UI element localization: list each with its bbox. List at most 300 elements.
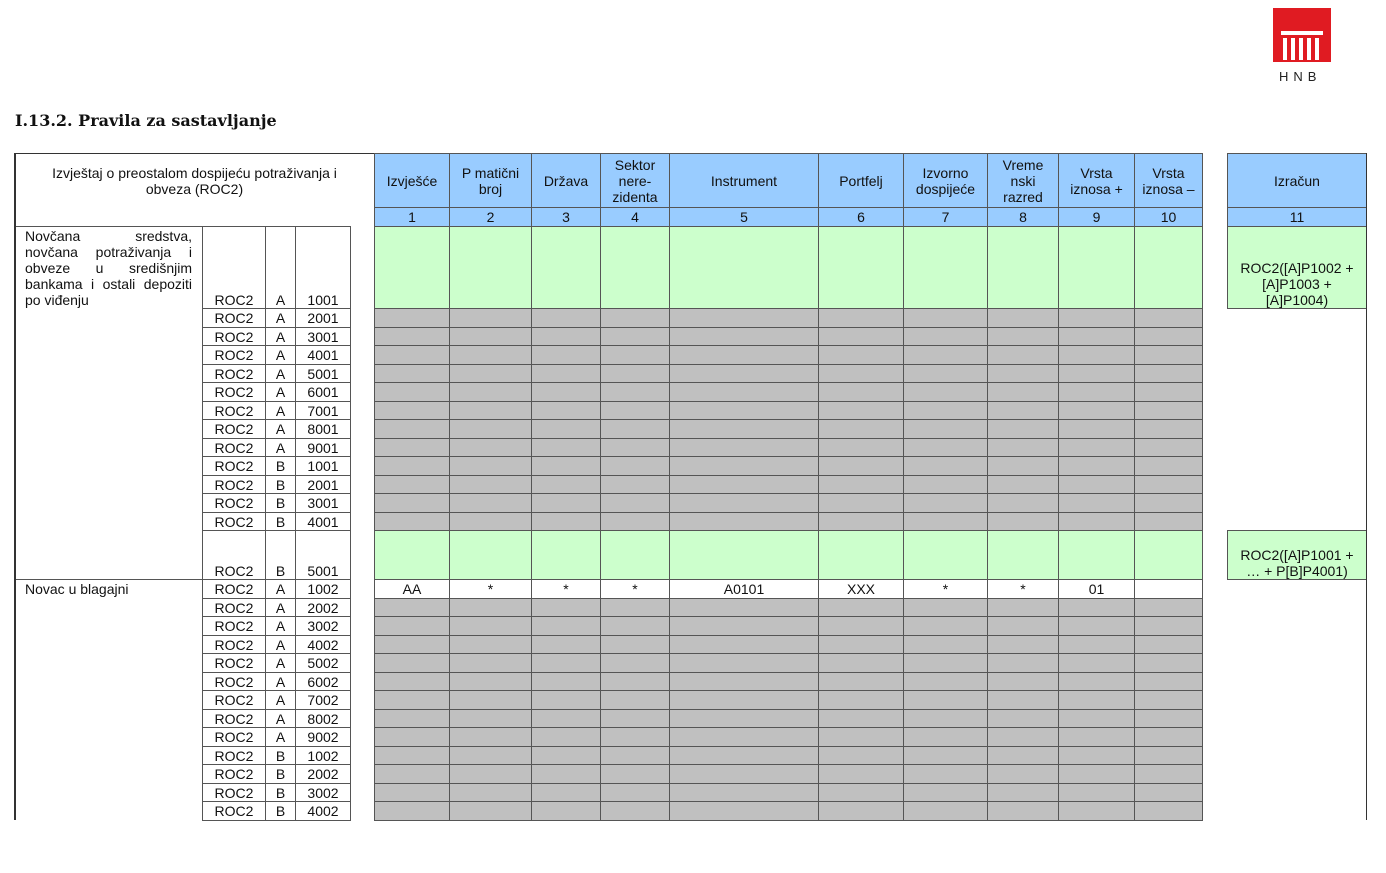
data-cell [374, 746, 450, 765]
data-cell [449, 401, 532, 420]
data-cell [903, 401, 988, 420]
data-cell [374, 345, 450, 365]
data-cell [531, 364, 601, 383]
data-cell [987, 598, 1059, 617]
data-cell [669, 801, 819, 821]
data-cell [669, 438, 819, 457]
data-cell [449, 783, 532, 802]
row-letter: A [265, 635, 296, 654]
data-cell [531, 635, 601, 654]
data-cell [669, 709, 819, 728]
data-cell [600, 308, 670, 328]
column-number-calc: 11 [1227, 207, 1367, 227]
data-cell: XXX [818, 579, 904, 599]
data-cell [374, 226, 450, 309]
row-code: ROC2 [202, 226, 266, 309]
calc-formula: ROC2([A]P1001 + … + P[B]P4001) [1227, 530, 1367, 580]
row-number: 4001 [295, 512, 351, 531]
data-cell [903, 327, 988, 346]
data-cell [1058, 512, 1135, 531]
data-cell [903, 598, 988, 617]
row-number: 5001 [295, 364, 351, 383]
data-cell [1058, 364, 1135, 383]
data-cell [1134, 512, 1203, 531]
data-cell [531, 327, 601, 346]
data-cell [531, 801, 601, 821]
row-code: ROC2 [202, 345, 266, 365]
column-number: 5 [669, 207, 819, 227]
data-cell [449, 456, 532, 476]
row-letter: A [265, 598, 296, 617]
data-cell [818, 598, 904, 617]
data-cell [903, 672, 988, 691]
data-cell [449, 598, 532, 617]
data-cell [669, 382, 819, 402]
row-code: ROC2 [202, 512, 266, 531]
data-cell [531, 530, 601, 580]
data-cell [531, 690, 601, 710]
data-cell [669, 727, 819, 747]
data-cell [1134, 226, 1203, 309]
row-letter: A [265, 616, 296, 636]
data-cell: * [531, 579, 601, 599]
data-cell [374, 653, 450, 673]
data-cell [1058, 616, 1135, 636]
data-cell [987, 530, 1059, 580]
column-number: 9 [1058, 207, 1135, 227]
data-cell [600, 364, 670, 383]
data-cell [987, 635, 1059, 654]
row-letter: B [265, 512, 296, 531]
row-number: 7001 [295, 401, 351, 420]
column-header: Instrument [669, 153, 819, 208]
column-header: Izvješće [374, 153, 450, 208]
data-cell [531, 653, 601, 673]
data-cell [903, 653, 988, 673]
column-number: 8 [987, 207, 1059, 227]
data-cell [987, 419, 1059, 439]
data-cell [600, 801, 670, 821]
data-cell [987, 746, 1059, 765]
table-border [14, 153, 374, 154]
data-cell [374, 493, 450, 513]
data-cell [449, 690, 532, 710]
data-cell [818, 493, 904, 513]
data-cell [449, 635, 532, 654]
data-cell [449, 530, 532, 580]
data-cell [987, 401, 1059, 420]
data-cell [1058, 783, 1135, 802]
data-cell [1134, 672, 1203, 691]
data-cell [374, 616, 450, 636]
data-cell [449, 364, 532, 383]
row-letter: A [265, 401, 296, 420]
row-letter: A [265, 382, 296, 402]
data-cell [600, 635, 670, 654]
data-cell [669, 226, 819, 309]
data-cell [669, 419, 819, 439]
row-letter: B [265, 783, 296, 802]
data-cell [1058, 801, 1135, 821]
row-letter: A [265, 579, 296, 599]
data-cell [903, 801, 988, 821]
data-cell [531, 438, 601, 457]
row-number: 1001 [295, 226, 351, 309]
hnb-logo [1273, 8, 1331, 62]
row-letter: B [265, 475, 296, 494]
data-cell [600, 475, 670, 494]
data-cell [1058, 475, 1135, 494]
data-cell [818, 456, 904, 476]
data-cell [531, 512, 601, 531]
data-cell [903, 616, 988, 636]
data-cell [903, 438, 988, 457]
row-code: ROC2 [202, 382, 266, 402]
data-cell [1134, 653, 1203, 673]
column-header-calc: Izračun [1227, 153, 1367, 208]
data-cell [987, 475, 1059, 494]
data-cell [1058, 438, 1135, 457]
column-header: Vreme nski razred [987, 153, 1059, 208]
data-cell [1058, 672, 1135, 691]
row-number: 5002 [295, 653, 351, 673]
row-number: 5001 [295, 530, 351, 580]
row-letter: B [265, 764, 296, 784]
data-cell [669, 672, 819, 691]
data-cell [1134, 345, 1203, 365]
row-code: ROC2 [202, 672, 266, 691]
row-code: ROC2 [202, 364, 266, 383]
data-cell [600, 401, 670, 420]
data-cell [818, 345, 904, 365]
data-cell [374, 764, 450, 784]
data-cell [1134, 456, 1203, 476]
column-number: 3 [531, 207, 601, 227]
data-cell [987, 653, 1059, 673]
data-cell [1134, 690, 1203, 710]
data-cell [1134, 530, 1203, 580]
data-cell [669, 456, 819, 476]
row-letter: A [265, 345, 296, 365]
data-cell [449, 653, 532, 673]
data-cell: 01 [1058, 579, 1135, 599]
data-cell [449, 512, 532, 531]
data-cell [1058, 382, 1135, 402]
data-cell [669, 616, 819, 636]
row-number: 8001 [295, 419, 351, 439]
row-number: 6002 [295, 672, 351, 691]
data-cell [1058, 308, 1135, 328]
data-cell [374, 401, 450, 420]
data-cell [669, 783, 819, 802]
data-cell [818, 690, 904, 710]
column-number: 10 [1134, 207, 1203, 227]
data-cell [531, 401, 601, 420]
row-code: ROC2 [202, 327, 266, 346]
data-cell [600, 764, 670, 784]
data-cell [1058, 419, 1135, 439]
data-cell [669, 493, 819, 513]
data-cell [1058, 530, 1135, 580]
row-number: 2001 [295, 308, 351, 328]
row-code: ROC2 [202, 635, 266, 654]
data-cell [1058, 635, 1135, 654]
data-cell [987, 493, 1059, 513]
data-cell [818, 401, 904, 420]
data-cell [531, 475, 601, 494]
data-cell [600, 598, 670, 617]
data-cell [903, 746, 988, 765]
data-cell [531, 598, 601, 617]
column-header: P matični broj [449, 153, 532, 208]
data-cell [818, 709, 904, 728]
data-cell [818, 653, 904, 673]
data-cell [903, 727, 988, 747]
column-number: 2 [449, 207, 532, 227]
data-cell [1134, 801, 1203, 821]
data-cell [987, 727, 1059, 747]
data-cell [374, 727, 450, 747]
data-cell [903, 512, 988, 531]
row-code: ROC2 [202, 438, 266, 457]
data-cell [669, 327, 819, 346]
column-header: Portfelj [818, 153, 904, 208]
data-cell [531, 493, 601, 513]
data-cell [374, 783, 450, 802]
data-cell [669, 690, 819, 710]
row-group-description: Novac u blagajni [14, 579, 202, 820]
data-cell [903, 475, 988, 494]
data-cell [818, 382, 904, 402]
data-cell [987, 690, 1059, 710]
data-cell [818, 783, 904, 802]
row-letter: A [265, 327, 296, 346]
row-letter: A [265, 653, 296, 673]
row-letter: B [265, 493, 296, 513]
data-cell [669, 401, 819, 420]
row-letter: A [265, 438, 296, 457]
data-cell [374, 308, 450, 328]
data-cell [987, 783, 1059, 802]
data-cell [1058, 690, 1135, 710]
row-letter: B [265, 801, 296, 821]
data-cell [903, 690, 988, 710]
row-letter: B [265, 746, 296, 765]
data-cell [818, 672, 904, 691]
data-cell [600, 690, 670, 710]
data-cell [987, 364, 1059, 383]
data-cell [449, 493, 532, 513]
data-cell [600, 653, 670, 673]
data-cell [818, 438, 904, 457]
data-cell [818, 801, 904, 821]
data-cell [987, 616, 1059, 636]
data-cell [449, 616, 532, 636]
data-cell [1134, 746, 1203, 765]
data-cell [1134, 709, 1203, 728]
data-cell [449, 764, 532, 784]
data-cell [600, 530, 670, 580]
data-cell [1058, 598, 1135, 617]
data-cell [1058, 456, 1135, 476]
row-number: 3001 [295, 493, 351, 513]
data-cell: * [987, 579, 1059, 599]
row-code: ROC2 [202, 308, 266, 328]
row-letter: A [265, 308, 296, 328]
data-cell [600, 456, 670, 476]
row-letter: B [265, 530, 296, 580]
data-cell [449, 382, 532, 402]
data-cell [669, 308, 819, 328]
section-title: I.13.2. Pravila za sastavljanje [15, 111, 277, 130]
data-cell [600, 438, 670, 457]
data-cell [1134, 493, 1203, 513]
data-cell [600, 226, 670, 309]
data-cell [1058, 653, 1135, 673]
data-cell [600, 327, 670, 346]
data-cell [1058, 226, 1135, 309]
data-cell [903, 345, 988, 365]
data-cell [987, 764, 1059, 784]
data-cell [1134, 579, 1203, 599]
data-cell [903, 419, 988, 439]
row-code: ROC2 [202, 764, 266, 784]
data-cell [449, 308, 532, 328]
data-cell [449, 327, 532, 346]
row-code: ROC2 [202, 727, 266, 747]
column-number: 4 [600, 207, 670, 227]
column-number: 6 [818, 207, 904, 227]
row-letter: A [265, 727, 296, 747]
data-cell [669, 512, 819, 531]
data-cell [449, 727, 532, 747]
row-number: 4002 [295, 801, 351, 821]
data-cell [600, 382, 670, 402]
data-cell [987, 327, 1059, 346]
data-cell [531, 746, 601, 765]
data-cell [669, 530, 819, 580]
data-cell [987, 438, 1059, 457]
row-code: ROC2 [202, 579, 266, 599]
data-cell [600, 672, 670, 691]
data-cell [449, 475, 532, 494]
data-cell [669, 635, 819, 654]
row-number: 1002 [295, 746, 351, 765]
data-cell [818, 635, 904, 654]
data-cell [1134, 616, 1203, 636]
column-header: Vrsta iznosa – [1134, 153, 1203, 208]
data-cell [903, 364, 988, 383]
data-cell [1134, 598, 1203, 617]
data-cell [600, 783, 670, 802]
data-cell [531, 456, 601, 476]
row-number: 8002 [295, 709, 351, 728]
data-cell [818, 226, 904, 309]
row-letter: B [265, 456, 296, 476]
row-number: 1001 [295, 456, 351, 476]
row-code: ROC2 [202, 783, 266, 802]
data-cell [903, 308, 988, 328]
data-cell [818, 475, 904, 494]
data-cell [1058, 401, 1135, 420]
row-number: 3001 [295, 327, 351, 346]
data-cell [531, 616, 601, 636]
data-cell [449, 438, 532, 457]
column-header: Izvorno dospijeće [903, 153, 988, 208]
data-cell [669, 475, 819, 494]
data-cell [374, 364, 450, 383]
data-cell [449, 226, 532, 309]
data-cell [1134, 764, 1203, 784]
data-cell [374, 456, 450, 476]
data-cell [903, 382, 988, 402]
row-letter: A [265, 672, 296, 691]
data-cell [531, 345, 601, 365]
data-cell [903, 226, 988, 309]
data-cell [818, 327, 904, 346]
data-cell [669, 746, 819, 765]
data-cell [531, 308, 601, 328]
data-cell [903, 635, 988, 654]
row-number: 1002 [295, 579, 351, 599]
data-cell [903, 709, 988, 728]
data-cell: * [600, 579, 670, 599]
row-code: ROC2 [202, 690, 266, 710]
data-cell [374, 382, 450, 402]
data-cell [1134, 364, 1203, 383]
data-cell [449, 345, 532, 365]
row-code: ROC2 [202, 530, 266, 580]
data-cell [374, 327, 450, 346]
data-cell [1058, 327, 1135, 346]
row-code: ROC2 [202, 419, 266, 439]
data-cell [374, 598, 450, 617]
data-cell: AA [374, 579, 450, 599]
data-cell [600, 512, 670, 531]
data-cell [449, 801, 532, 821]
data-cell [600, 727, 670, 747]
row-code: ROC2 [202, 598, 266, 617]
column-number: 7 [903, 207, 988, 227]
data-cell [374, 419, 450, 439]
data-cell [818, 308, 904, 328]
data-cell [1058, 764, 1135, 784]
data-cell [374, 438, 450, 457]
data-cell [449, 709, 532, 728]
data-cell [374, 475, 450, 494]
row-code: ROC2 [202, 475, 266, 494]
data-cell [903, 783, 988, 802]
data-cell [903, 493, 988, 513]
row-number: 7002 [295, 690, 351, 710]
data-cell [1134, 438, 1203, 457]
row-code: ROC2 [202, 746, 266, 765]
data-cell [600, 345, 670, 365]
row-letter: A [265, 419, 296, 439]
data-cell [987, 308, 1059, 328]
data-cell [818, 616, 904, 636]
data-cell [374, 530, 450, 580]
row-number: 2002 [295, 598, 351, 617]
data-cell [818, 746, 904, 765]
row-code: ROC2 [202, 401, 266, 420]
row-code: ROC2 [202, 653, 266, 673]
data-cell [1134, 327, 1203, 346]
data-cell [1058, 709, 1135, 728]
data-cell [449, 672, 532, 691]
data-cell [987, 345, 1059, 365]
column-number: 1 [374, 207, 450, 227]
